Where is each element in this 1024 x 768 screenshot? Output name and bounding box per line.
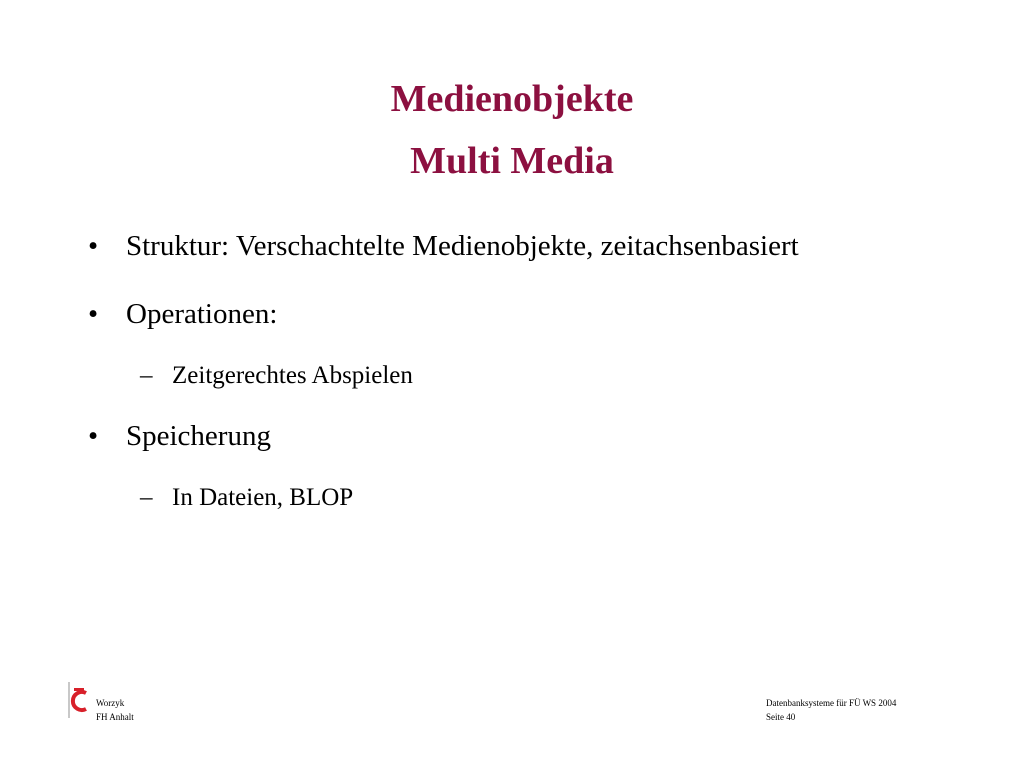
bullet-text: Operationen: [126, 298, 278, 330]
sub-bullet-marker: – [140, 362, 153, 389]
sub-bullet-text: Zeitgerechtes Abspielen [172, 362, 413, 389]
sub-bullet-marker: – [140, 484, 153, 511]
bullet-marker: • [88, 230, 99, 262]
bullet-text: Struktur: Verschachtelte Medienobjekte, zeitachsenbasiert [126, 230, 799, 262]
fh-anhalt-logo-icon [66, 682, 90, 718]
bullet-item-operationen [88, 298, 277, 331]
title-line-2: Multi Media [410, 140, 614, 182]
bullet-marker: • [88, 420, 99, 452]
sub-bullet-item-dateien [140, 484, 353, 512]
footer-page-number: Seite 40 [766, 712, 796, 722]
sub-bullet-text: In Dateien, BLOP [172, 484, 354, 511]
bullet-text: Speicherung [126, 420, 271, 452]
bullet-marker: • [88, 298, 99, 330]
bullet-item-struktur [88, 230, 799, 263]
title-line-1: Medienobjekte [390, 78, 634, 120]
footer-course: Datenbanksysteme für FÜ WS 2004 [766, 698, 897, 708]
footer-right [766, 696, 896, 724]
sub-bullet-item-abspielen [140, 362, 413, 390]
footer-institution: FH Anhalt [96, 712, 134, 722]
footer-author: Worzyk [96, 698, 125, 708]
bullet-item-speicherung [88, 420, 271, 453]
footer-left [96, 696, 134, 724]
